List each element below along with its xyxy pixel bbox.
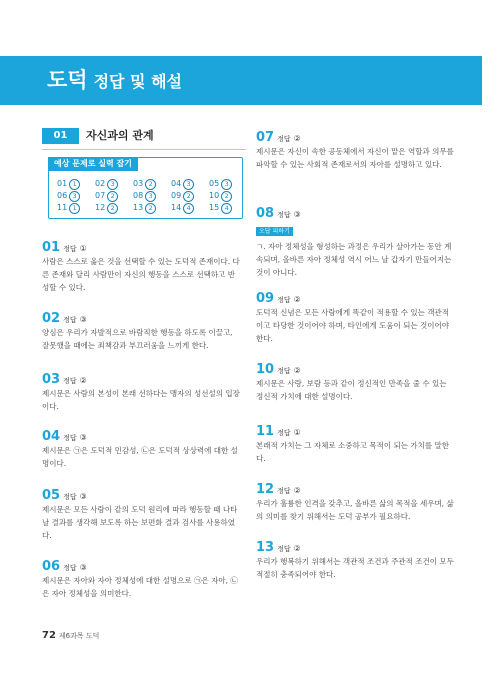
answer-header <box>42 425 242 444</box>
quick-answer-choice: 3 <box>69 191 80 202</box>
quick-answer-choice: 2 <box>107 203 118 214</box>
answer-label: 정답 <box>63 377 77 385</box>
quick-answer-number: 14 <box>171 203 182 212</box>
answer-explanation: 사람은 스스로 옳은 것을 선택할 수 있는 도덕적 존재이다. 다른 존재와 달리 사람만이 자신의 행동을 스스로 선택하고 반성할 수 있다. <box>42 257 240 292</box>
answer-number: 03 <box>42 372 61 387</box>
answer-label: 정답 <box>63 564 77 572</box>
quick-answer-item <box>133 191 156 202</box>
answer-header <box>42 484 242 503</box>
answer-label: 정답 <box>277 429 291 437</box>
quick-answer-number: 07 <box>95 191 106 200</box>
answer-choice: ③ <box>79 563 87 572</box>
answer-header <box>42 307 242 326</box>
quick-answer-number: 02 <box>95 179 106 188</box>
answer-item <box>256 358 456 403</box>
answer-choice: ③ <box>79 315 87 324</box>
answer-choice: ③ <box>79 433 87 442</box>
quick-answer-item <box>171 179 194 190</box>
quick-answer-choice: 3 <box>221 179 232 190</box>
answer-explanation: 본래적 가치는 그 자체로 소중하고 목적이 되는 가치를 말한다. <box>256 441 449 463</box>
section-number: 01 <box>42 128 79 144</box>
quick-answer-number: 11 <box>57 203 68 212</box>
answer-choice: ① <box>79 244 87 253</box>
answer-header <box>256 287 456 306</box>
answer-choice: ① <box>293 428 301 437</box>
answer-choice: ② <box>293 366 301 375</box>
answer-explanation: 우리가 행복하기 위해서는 객관적 조건과 주관적 조건이 모두 적절히 충족되어야 한다. <box>256 557 454 579</box>
answer-label: 정답 <box>277 487 291 495</box>
quick-answer-choice: 1 <box>69 179 80 190</box>
answer-item <box>42 484 242 542</box>
quick-answer-item <box>209 203 232 214</box>
answer-item <box>42 236 242 294</box>
answer-number: 09 <box>256 291 275 306</box>
quick-answer-choice: 3 <box>145 191 156 202</box>
quick-answer-choice: 4 <box>221 203 232 214</box>
quick-answer-number: 12 <box>95 203 106 212</box>
answer-header <box>256 126 456 145</box>
answer-number: 12 <box>256 482 275 497</box>
answer-number: 01 <box>42 240 61 255</box>
answer-header <box>256 202 456 221</box>
subject-title: 도덕 <box>47 68 88 92</box>
quick-answer-number: 06 <box>57 191 68 200</box>
answer-number: 13 <box>256 540 275 555</box>
answer-label: 정답 <box>63 434 77 442</box>
answer-header <box>42 368 242 387</box>
answer-label: 정답 <box>63 316 77 324</box>
avoid-wrong-answer-badge: 오답 피하기 <box>256 227 293 236</box>
quick-answer-item <box>95 203 118 214</box>
quick-answer-choice: 3 <box>183 179 194 190</box>
answer-number: 04 <box>42 429 61 444</box>
answer-number: 05 <box>42 488 61 503</box>
quick-answer-number: 08 <box>133 191 144 200</box>
answer-header <box>256 420 456 439</box>
answer-item <box>256 478 456 523</box>
quick-answer-item <box>133 179 156 190</box>
answer-number: 06 <box>42 559 61 574</box>
answer-item <box>256 420 456 465</box>
quick-answer-item <box>171 203 194 214</box>
section-heading <box>42 128 242 144</box>
answer-explanation: 제시문은 사랑, 보람 등과 같이 정신적인 만족을 줄 수 있는 정신적 가치에 대한 설명이다. <box>256 379 447 401</box>
answer-item <box>256 126 456 171</box>
answer-explanation: 제시문은 ㉠은 도덕적 민감성, ㉡은 도덕적 상상력에 대한 설명이다. <box>42 446 238 468</box>
answer-explanation: 제시문은 모든 사람이 같의 도덕 원리에 따라 행동할 때 나타날 결과를 생각해 보도록 하는 보편화 결과 검사를 사용하였다. <box>42 505 238 540</box>
quick-answer-tab: 예상 문제로 실력 잡기 <box>48 157 138 171</box>
answer-explanation: 도덕적 신념은 모든 사람에게 똑같이 적용할 수 있는 객관적이고 타당한 것이어야 하며, 타인에게 도움이 되는 것이어야 한다. <box>256 308 449 343</box>
section-divider <box>42 149 246 150</box>
answer-choice: ② <box>293 544 301 553</box>
answer-explanation: ㄱ. 자아 정체성을 형성하는 과정은 우리가 살아가는 동안 계속되며, 올바른 자아 정체성 역시 어느 날 갑자기 만들어지는 것이 아니다. <box>256 242 452 277</box>
answer-item <box>256 536 456 581</box>
quick-answer-number: 01 <box>57 179 68 188</box>
answer-choice: ③ <box>293 210 301 219</box>
answer-item <box>42 368 242 413</box>
answer-explanation: 제시문은 자아와 자아 정체성에 대한 설명으로 ㉠은 자아, ㉡은 자아 정체성을 의미한다. <box>42 576 238 598</box>
answer-number: 02 <box>42 311 61 326</box>
quick-answer-item <box>95 179 118 190</box>
answer-label: 정답 <box>277 211 291 219</box>
answer-number: 08 <box>256 206 275 221</box>
answer-header <box>256 536 456 555</box>
quick-answer-number: 13 <box>133 203 144 212</box>
answer-header <box>256 478 456 497</box>
quick-answer-item <box>209 179 232 190</box>
quick-answer-choice: 2 <box>183 191 194 202</box>
quick-answer-choice: 3 <box>107 179 118 190</box>
answer-label: 정답 <box>63 493 77 501</box>
answer-explanation: 양심은 우리가 자발적으로 바람직한 행동을 하도록 이끌고, 잘못했을 때에는 죄책감과 부끄러움을 느끼게 한다. <box>42 328 233 350</box>
answer-number: 07 <box>256 130 275 145</box>
quick-answer-item <box>57 179 80 190</box>
page-footer <box>42 623 99 642</box>
page-title <box>47 64 182 94</box>
quick-answer-item <box>209 191 232 202</box>
answer-label: 정답 <box>277 367 291 375</box>
quick-answer-number: 10 <box>209 191 220 200</box>
page-number: 72 <box>42 630 56 641</box>
quick-answer-choice: 2 <box>145 203 156 214</box>
quick-answer-number: 09 <box>171 191 182 200</box>
quick-answer-item <box>57 203 80 214</box>
answer-label: 정답 <box>277 135 291 143</box>
quick-answer-number: 15 <box>209 203 220 212</box>
quick-answer-item <box>57 191 80 202</box>
answer-header <box>42 236 242 255</box>
answer-choice: ② <box>293 295 301 304</box>
quick-answer-box <box>48 157 243 219</box>
answer-header <box>256 358 456 377</box>
answer-choice: ② <box>79 376 87 385</box>
quick-answer-item <box>95 191 118 202</box>
quick-answer-item <box>171 191 194 202</box>
quick-answer-choice: 2 <box>145 179 156 190</box>
header-banner <box>0 56 482 105</box>
answer-item <box>256 202 456 279</box>
quick-answer-number: 05 <box>209 179 220 188</box>
answer-explanation: 제시문은 자신이 속한 공동체에서 자신이 맡은 역할과 의무를 파악할 수 있는 사회적 존재로서의 자아를 설명하고 있다. <box>256 147 454 169</box>
answer-header <box>42 555 242 574</box>
answer-choice: ③ <box>79 492 87 501</box>
answer-item <box>42 555 242 600</box>
answer-choice: ② <box>293 134 301 143</box>
answer-explanation: 우리가 훌륭한 인격을 갖추고, 올바른 삶의 목적을 세우며, 삶의 의미를 찾기 위해서는 도덕 공부가 필요하다. <box>256 499 454 521</box>
answer-item <box>42 307 242 352</box>
quick-answer-item <box>133 203 156 214</box>
answer-label: 정답 <box>277 545 291 553</box>
answer-explanation: 제시문은 사람의 본성이 본래 선하다는 맹자의 성선설의 입장이다. <box>42 389 240 411</box>
answer-item <box>42 425 242 470</box>
answer-label: 정답 <box>63 245 77 253</box>
answer-number: 11 <box>256 424 275 439</box>
quick-answer-choice: 2 <box>221 191 232 202</box>
answer-choice: ② <box>293 486 301 495</box>
quick-answer-choice: 4 <box>183 203 194 214</box>
answer-label: 정답 <box>277 296 291 304</box>
answer-number: 10 <box>256 362 275 377</box>
answer-item <box>256 287 456 345</box>
section-title: 자신과의 관계 <box>86 129 154 142</box>
quick-answer-choice: 2 <box>107 191 118 202</box>
quick-answer-number: 04 <box>171 179 182 188</box>
book-title: 제6과목 도덕 <box>58 632 100 640</box>
title-subtitle: 정답 및 해설 <box>93 72 182 91</box>
quick-answer-number: 03 <box>133 179 144 188</box>
quick-answer-choice: 1 <box>69 203 80 214</box>
